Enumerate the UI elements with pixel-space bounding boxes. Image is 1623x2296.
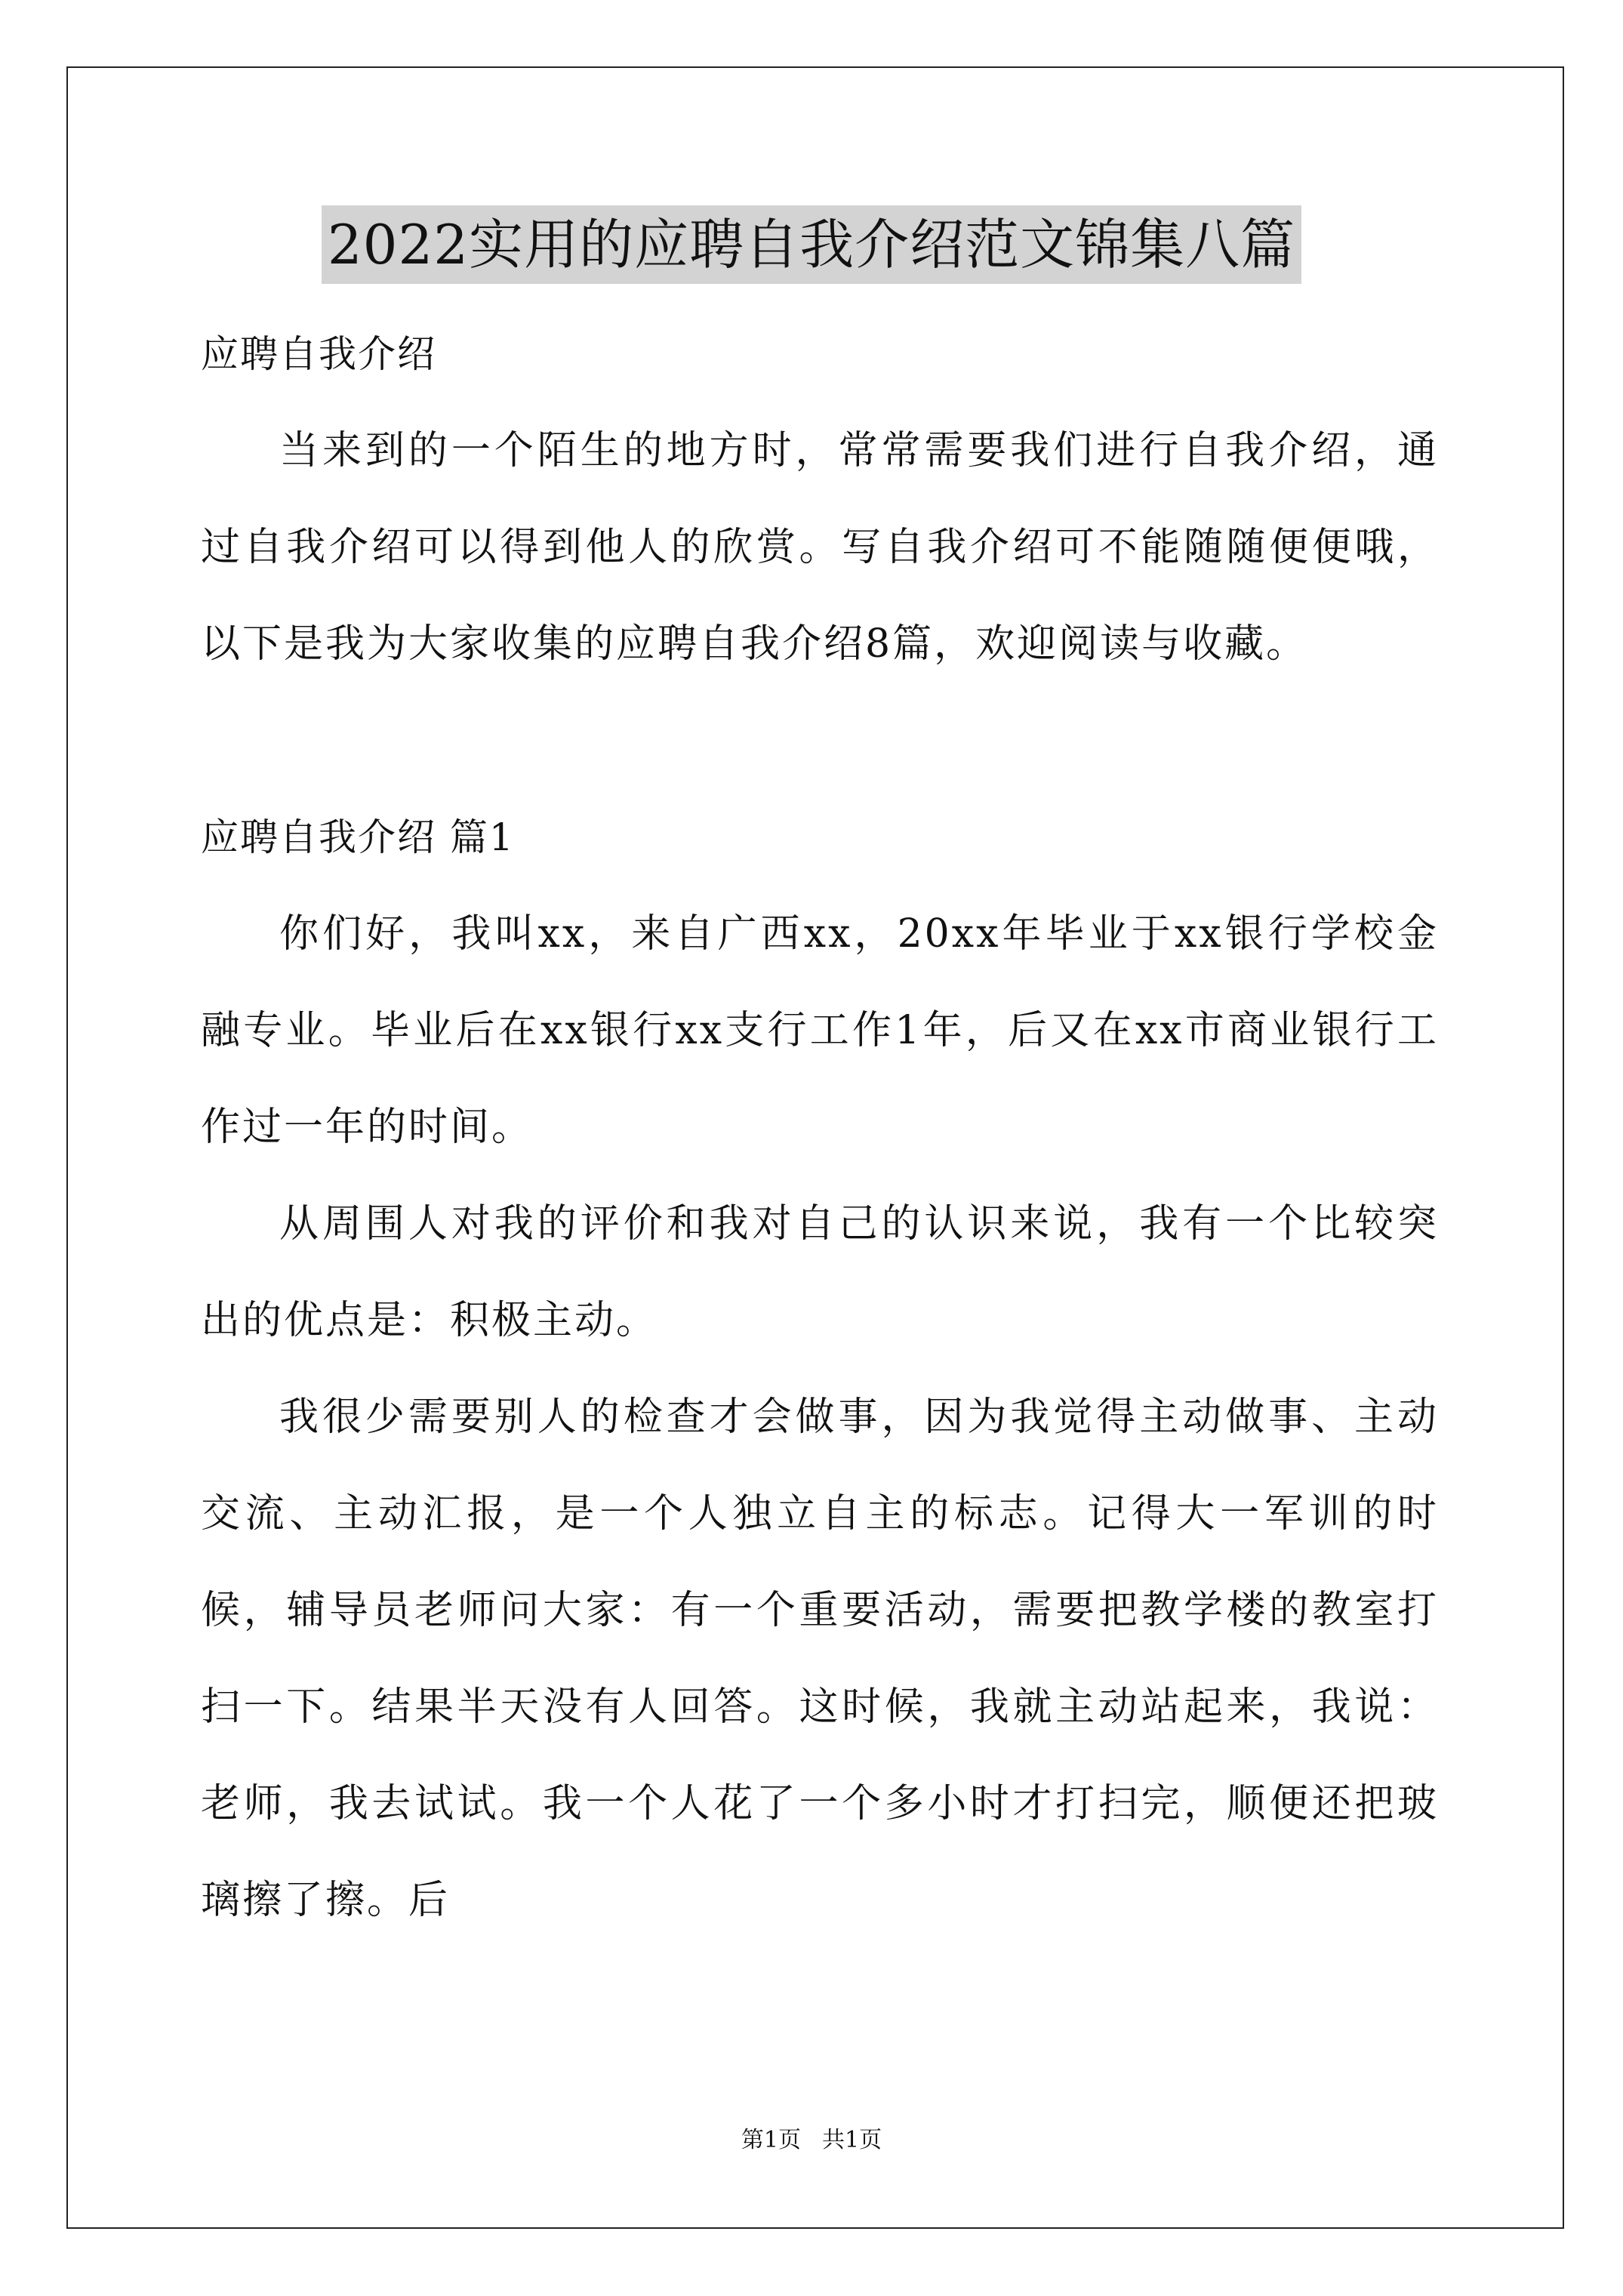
intro-heading: 应聘自我介绍 [201, 332, 436, 376]
document-title: 2022实用的应聘自我介绍范文锦集八篇 [322, 205, 1301, 284]
intro-paragraph: 当来到的一个陌生的地方时，常常需要我们进行自我介绍，通过自我介绍可以得到他人的欣赏。写自我介绍可不能随随便便哦，以下是我为大家收集的应聘自我介绍8篇，欢迎阅读与收藏。 [201, 428, 1439, 667]
page-number-current: 第1页 [741, 2127, 801, 2153]
section1-paragraph-1: 你们好，我叫xx，来自广西xx，20xx年毕业于xx银行学校金融专业。毕业后在xx银行xx支行工作1年，后又在xx市商业银行工作过一年的时间。 [201, 911, 1439, 1150]
section1-paragraph-2: 从周围人对我的评价和我对自己的认识来说，我有一个比较突出的优点是：积极主动。 [201, 1201, 1439, 1343]
title-wrap [0, 205, 1623, 284]
page-footer [0, 2125, 1623, 2156]
page-number-total: 共1页 [822, 2127, 882, 2153]
section1-paragraph-3: 我很少需要别人的检查才会做事，因为我觉得主动做事、主动交流、主动汇报，是一个人独立自主的标志。记得大一军训的时候，辅导员老师问大家：有一个重要活动，需要把教学楼的教室打扫一下。结果半天没有人回答。这时候，我就主动站起来，我说：老师，我去试试。我一个人花了一个多小时才打扫完，顺便还把玻璃擦了擦。后 [201, 1395, 1439, 1923]
document-body [201, 306, 1439, 1949]
section-spacer [201, 692, 1439, 789]
section1-heading: 应聘自我介绍 篇1 [201, 815, 515, 859]
